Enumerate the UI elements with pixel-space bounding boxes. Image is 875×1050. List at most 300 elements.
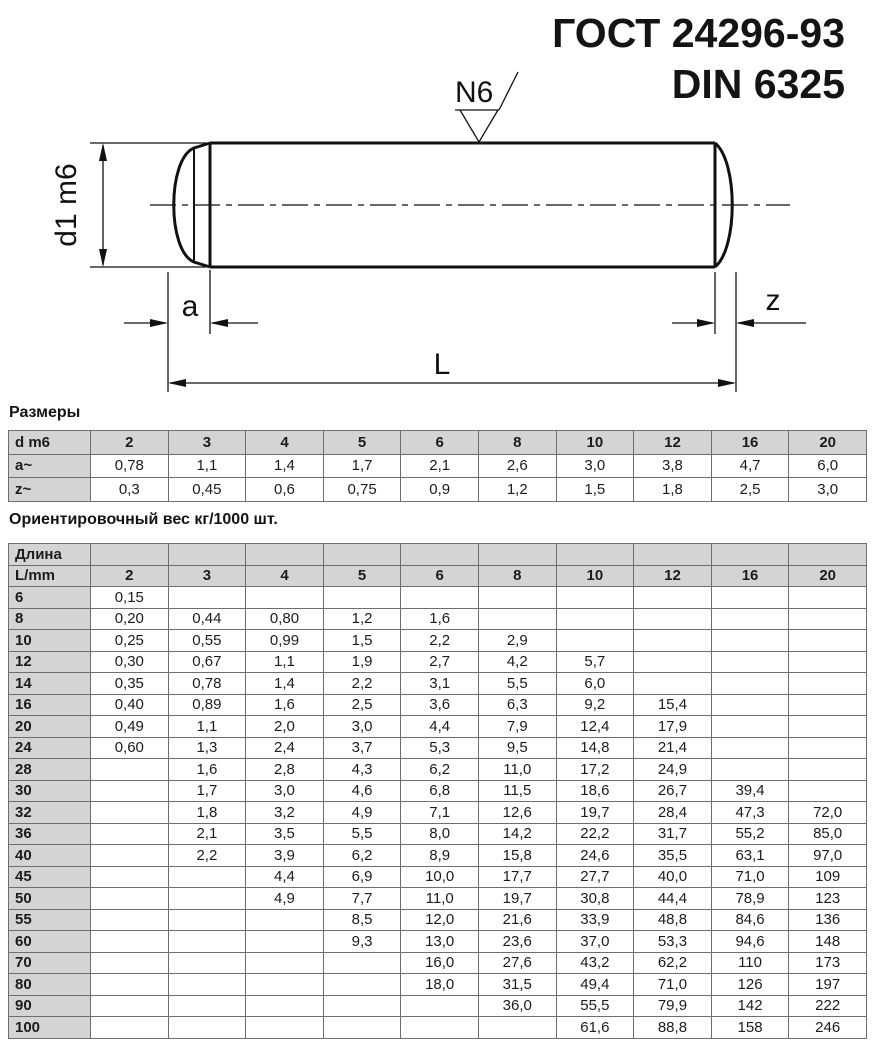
value-cell: 78,9: [711, 888, 789, 910]
value-cell: 44,4: [634, 888, 712, 910]
value-cell: [91, 802, 169, 824]
row-label-cell: 12: [9, 651, 91, 673]
value-cell: 88,8: [634, 1017, 712, 1039]
row-label-cell: Длина: [9, 544, 91, 566]
value-cell: [634, 673, 712, 695]
value-cell: 8,9: [401, 845, 479, 867]
value-cell: 2,2: [323, 673, 401, 695]
value-cell: 3,5: [246, 823, 324, 845]
value-cell: 35,5: [634, 845, 712, 867]
value-cell: 3,0: [246, 780, 324, 802]
value-cell: 19,7: [556, 802, 634, 824]
column-header-cell: 8: [478, 431, 556, 455]
table-header-row: [9, 565, 867, 587]
value-cell: [711, 716, 789, 738]
value-cell: 1,6: [246, 694, 324, 716]
value-cell: 123: [789, 888, 867, 910]
value-cell: 31,5: [478, 974, 556, 996]
value-cell: 19,7: [478, 888, 556, 910]
value-cell: 3,9: [246, 845, 324, 867]
table-row: [9, 454, 867, 478]
value-cell: 0,78: [168, 673, 246, 695]
value-cell: 5,5: [323, 823, 401, 845]
value-cell: 7,1: [401, 802, 479, 824]
value-cell: 48,8: [634, 909, 712, 931]
value-cell: 0,60: [91, 737, 169, 759]
dimensions-table: [8, 430, 867, 502]
value-cell: [556, 608, 634, 630]
value-cell: 1,7: [168, 780, 246, 802]
value-cell: 14,8: [556, 737, 634, 759]
value-cell: 37,0: [556, 931, 634, 953]
value-cell: 0,55: [168, 630, 246, 652]
value-cell: 6,3: [478, 694, 556, 716]
value-cell: 3,0: [789, 478, 867, 502]
value-cell: 72,0: [789, 802, 867, 824]
row-label-cell: a~: [9, 454, 91, 478]
value-cell: 3,1: [401, 673, 479, 695]
value-cell: 10,0: [401, 866, 479, 888]
value-cell: 71,0: [711, 866, 789, 888]
value-cell: 142: [711, 995, 789, 1017]
edge-dimension: [672, 272, 806, 392]
value-cell: 2,4: [246, 737, 324, 759]
value-cell: 12,0: [401, 909, 479, 931]
value-cell: 47,3: [711, 802, 789, 824]
column-header-cell: [91, 544, 169, 566]
value-cell: [711, 737, 789, 759]
value-cell: 9,5: [478, 737, 556, 759]
value-cell: 36,0: [478, 995, 556, 1017]
value-cell: 27,7: [556, 866, 634, 888]
column-header-cell: 2: [91, 431, 169, 455]
column-header-cell: 12: [634, 431, 712, 455]
value-cell: 0,25: [91, 630, 169, 652]
column-header-cell: [789, 544, 867, 566]
value-cell: 1,2: [323, 608, 401, 630]
row-label-cell: 30: [9, 780, 91, 802]
value-cell: 12,6: [478, 802, 556, 824]
value-cell: [634, 630, 712, 652]
value-cell: 6,2: [401, 759, 479, 781]
value-cell: [711, 651, 789, 673]
value-cell: 6,0: [789, 454, 867, 478]
value-cell: 2,6: [478, 454, 556, 478]
value-cell: 7,7: [323, 888, 401, 910]
table-row: [9, 845, 867, 867]
value-cell: 0,78: [91, 454, 169, 478]
value-cell: 1,5: [556, 478, 634, 502]
column-header-cell: 2: [91, 565, 169, 587]
value-cell: 16,0: [401, 952, 479, 974]
value-cell: 2,8: [246, 759, 324, 781]
value-cell: [246, 909, 324, 931]
value-cell: [789, 608, 867, 630]
value-cell: 0,20: [91, 608, 169, 630]
value-cell: 11,5: [478, 780, 556, 802]
value-cell: 23,6: [478, 931, 556, 953]
table-row: [9, 1017, 867, 1039]
value-cell: [634, 651, 712, 673]
value-cell: 2,0: [246, 716, 324, 738]
row-label-cell: 100: [9, 1017, 91, 1039]
value-cell: 63,1: [711, 845, 789, 867]
value-cell: [246, 1017, 324, 1039]
value-cell: [91, 931, 169, 953]
value-cell: 18,0: [401, 974, 479, 996]
row-label-cell: 36: [9, 823, 91, 845]
value-cell: [711, 759, 789, 781]
weights-table: [8, 543, 867, 1039]
column-header-cell: 10: [556, 431, 634, 455]
table-row: [9, 651, 867, 673]
value-cell: 55,5: [556, 995, 634, 1017]
value-cell: 3,8: [634, 454, 712, 478]
value-cell: 109: [789, 866, 867, 888]
value-cell: 246: [789, 1017, 867, 1039]
column-header-cell: [323, 544, 401, 566]
value-cell: 1,1: [246, 651, 324, 673]
value-cell: [168, 888, 246, 910]
value-cell: 1,7: [323, 454, 401, 478]
value-cell: 4,4: [246, 866, 324, 888]
value-cell: 85,0: [789, 823, 867, 845]
value-cell: 148: [789, 931, 867, 953]
value-cell: 9,2: [556, 694, 634, 716]
value-cell: 197: [789, 974, 867, 996]
table-row: [9, 802, 867, 824]
value-cell: 4,3: [323, 759, 401, 781]
value-cell: 136: [789, 909, 867, 931]
table-row: [9, 909, 867, 931]
column-header-cell: [711, 544, 789, 566]
dimensions-section-heading: Размеры: [9, 404, 81, 421]
din-standard-title: DIN 6325: [671, 61, 845, 107]
value-cell: [789, 630, 867, 652]
value-cell: 8,5: [323, 909, 401, 931]
value-cell: 2,9: [478, 630, 556, 652]
value-cell: 6,8: [401, 780, 479, 802]
value-cell: 49,4: [556, 974, 634, 996]
row-label-cell: 28: [9, 759, 91, 781]
value-cell: 94,6: [711, 931, 789, 953]
value-cell: 4,6: [323, 780, 401, 802]
table-header-row: [9, 544, 867, 566]
value-cell: 0,49: [91, 716, 169, 738]
value-cell: 17,9: [634, 716, 712, 738]
column-header-cell: 16: [711, 431, 789, 455]
value-cell: 3,2: [246, 802, 324, 824]
value-cell: [91, 845, 169, 867]
crown-length-dimension-label: a: [181, 290, 199, 323]
value-cell: [634, 587, 712, 609]
value-cell: 28,4: [634, 802, 712, 824]
value-cell: 0,40: [91, 694, 169, 716]
value-cell: 2,5: [711, 478, 789, 502]
value-cell: 33,9: [556, 909, 634, 931]
value-cell: 0,99: [246, 630, 324, 652]
row-label-cell: 90: [9, 995, 91, 1017]
table-row: [9, 608, 867, 630]
value-cell: 3,0: [323, 716, 401, 738]
value-cell: 0,44: [168, 608, 246, 630]
value-cell: [401, 1017, 479, 1039]
value-cell: [478, 608, 556, 630]
value-cell: [789, 673, 867, 695]
value-cell: 97,0: [789, 845, 867, 867]
crown-length-dimension: [124, 270, 258, 392]
value-cell: 18,6: [556, 780, 634, 802]
value-cell: [323, 1017, 401, 1039]
row-label-cell: 20: [9, 716, 91, 738]
table-row: [9, 974, 867, 996]
value-cell: 1,4: [246, 673, 324, 695]
value-cell: [168, 974, 246, 996]
value-cell: [168, 866, 246, 888]
value-cell: 0,35: [91, 673, 169, 695]
value-cell: 4,4: [401, 716, 479, 738]
table-header-row: [9, 431, 867, 455]
value-cell: 30,8: [556, 888, 634, 910]
value-cell: 2,7: [401, 651, 479, 673]
value-cell: [556, 630, 634, 652]
column-header-cell: 10: [556, 565, 634, 587]
row-label-cell: 70: [9, 952, 91, 974]
value-cell: 62,2: [634, 952, 712, 974]
table-row: [9, 630, 867, 652]
value-cell: 1,4: [246, 454, 324, 478]
column-header-cell: [401, 544, 479, 566]
value-cell: 0,6: [246, 478, 324, 502]
value-cell: 0,75: [323, 478, 401, 502]
row-label-cell: 80: [9, 974, 91, 996]
table-row: [9, 823, 867, 845]
value-cell: [91, 759, 169, 781]
value-cell: 43,2: [556, 952, 634, 974]
value-cell: 17,2: [556, 759, 634, 781]
value-cell: 4,7: [711, 454, 789, 478]
value-cell: [91, 866, 169, 888]
table-row: [9, 478, 867, 502]
value-cell: 0,89: [168, 694, 246, 716]
value-cell: [711, 608, 789, 630]
column-header-cell: 16: [711, 565, 789, 587]
value-cell: 24,9: [634, 759, 712, 781]
value-cell: 6,9: [323, 866, 401, 888]
weights-section-heading: Ориентировочный вес кг/1000 шт.: [9, 511, 278, 528]
value-cell: [168, 995, 246, 1017]
value-cell: [556, 587, 634, 609]
value-cell: [168, 931, 246, 953]
value-cell: [168, 909, 246, 931]
length-dimension-label: L: [433, 348, 451, 381]
column-header-cell: 12: [634, 565, 712, 587]
value-cell: 110: [711, 952, 789, 974]
row-label-cell: 6: [9, 587, 91, 609]
value-cell: [91, 1017, 169, 1039]
column-header-cell: 20: [789, 431, 867, 455]
value-cell: 31,7: [634, 823, 712, 845]
table-row: [9, 888, 867, 910]
value-cell: 12,4: [556, 716, 634, 738]
value-cell: [91, 952, 169, 974]
value-cell: [789, 737, 867, 759]
value-cell: 21,6: [478, 909, 556, 931]
value-cell: [789, 651, 867, 673]
value-cell: 11,0: [478, 759, 556, 781]
value-cell: 2,1: [401, 454, 479, 478]
value-cell: 53,3: [634, 931, 712, 953]
value-cell: 0,15: [91, 587, 169, 609]
value-cell: 2,2: [168, 845, 246, 867]
column-header-cell: 6: [401, 565, 479, 587]
value-cell: 1,9: [323, 651, 401, 673]
table-row: [9, 952, 867, 974]
value-cell: 14,2: [478, 823, 556, 845]
value-cell: [789, 780, 867, 802]
value-cell: 0,45: [168, 478, 246, 502]
column-header-cell: [556, 544, 634, 566]
value-cell: 3,6: [401, 694, 479, 716]
value-cell: 5,7: [556, 651, 634, 673]
row-label-cell: d m6: [9, 431, 91, 455]
value-cell: [246, 587, 324, 609]
row-label-cell: 32: [9, 802, 91, 824]
value-cell: 4,9: [246, 888, 324, 910]
value-cell: 13,0: [401, 931, 479, 953]
value-cell: 0,30: [91, 651, 169, 673]
value-cell: [91, 888, 169, 910]
row-label-cell: 40: [9, 845, 91, 867]
value-cell: 79,9: [634, 995, 712, 1017]
value-cell: [246, 931, 324, 953]
column-header-cell: 4: [246, 431, 324, 455]
column-header-cell: 20: [789, 565, 867, 587]
value-cell: 0,3: [91, 478, 169, 502]
column-header-cell: 4: [246, 565, 324, 587]
value-cell: [323, 974, 401, 996]
column-header-cell: [246, 544, 324, 566]
value-cell: 22,2: [556, 823, 634, 845]
value-cell: [91, 995, 169, 1017]
value-cell: 55,2: [711, 823, 789, 845]
value-cell: 1,6: [401, 608, 479, 630]
value-cell: [168, 952, 246, 974]
value-cell: 1,3: [168, 737, 246, 759]
value-cell: 2,2: [401, 630, 479, 652]
diameter-dimension-label: d1 m6: [50, 163, 83, 247]
value-cell: [789, 716, 867, 738]
value-cell: 24,6: [556, 845, 634, 867]
value-cell: [168, 1017, 246, 1039]
value-cell: 40,0: [634, 866, 712, 888]
value-cell: 15,8: [478, 845, 556, 867]
value-cell: 0,9: [401, 478, 479, 502]
value-cell: 17,7: [478, 866, 556, 888]
column-header-cell: 3: [168, 565, 246, 587]
value-cell: 39,4: [711, 780, 789, 802]
row-label-cell: z~: [9, 478, 91, 502]
value-cell: [246, 952, 324, 974]
table-row: [9, 866, 867, 888]
column-header-cell: [168, 544, 246, 566]
value-cell: [711, 694, 789, 716]
value-cell: 11,0: [401, 888, 479, 910]
column-header-cell: [478, 544, 556, 566]
value-cell: 1,1: [168, 454, 246, 478]
value-cell: [401, 587, 479, 609]
value-cell: [789, 587, 867, 609]
value-cell: 8,0: [401, 823, 479, 845]
dowel-pin-technical-drawing: [0, 0, 875, 400]
value-cell: [711, 630, 789, 652]
value-cell: 158: [711, 1017, 789, 1039]
value-cell: 71,0: [634, 974, 712, 996]
value-cell: 1,8: [168, 802, 246, 824]
value-cell: 3,7: [323, 737, 401, 759]
value-cell: [323, 587, 401, 609]
column-header-cell: 8: [478, 565, 556, 587]
row-label-cell: 16: [9, 694, 91, 716]
value-cell: [91, 974, 169, 996]
value-cell: 0,80: [246, 608, 324, 630]
table-row: [9, 780, 867, 802]
row-label-cell: 24: [9, 737, 91, 759]
value-cell: [246, 974, 324, 996]
value-cell: [478, 587, 556, 609]
value-cell: [711, 673, 789, 695]
row-label-cell: 60: [9, 931, 91, 953]
column-header-cell: 5: [323, 565, 401, 587]
value-cell: 27,6: [478, 952, 556, 974]
row-label-cell: 10: [9, 630, 91, 652]
table-row: [9, 759, 867, 781]
value-cell: [323, 952, 401, 974]
value-cell: 6,2: [323, 845, 401, 867]
column-header-cell: [634, 544, 712, 566]
surface-finish-label: N6: [455, 76, 494, 109]
value-cell: 2,1: [168, 823, 246, 845]
value-cell: [478, 1017, 556, 1039]
value-cell: [246, 995, 324, 1017]
value-cell: [91, 780, 169, 802]
value-cell: [91, 823, 169, 845]
value-cell: 26,7: [634, 780, 712, 802]
value-cell: [789, 759, 867, 781]
row-label-cell: L/mm: [9, 565, 91, 587]
value-cell: 61,6: [556, 1017, 634, 1039]
table-row: [9, 694, 867, 716]
table-row: [9, 995, 867, 1017]
value-cell: 1,2: [478, 478, 556, 502]
row-label-cell: 14: [9, 673, 91, 695]
value-cell: [401, 995, 479, 1017]
value-cell: [168, 587, 246, 609]
value-cell: 1,6: [168, 759, 246, 781]
edge-dimension-label: z: [765, 284, 781, 317]
value-cell: 0,67: [168, 651, 246, 673]
table-row: [9, 673, 867, 695]
row-label-cell: 8: [9, 608, 91, 630]
value-cell: 173: [789, 952, 867, 974]
row-label-cell: 55: [9, 909, 91, 931]
value-cell: [91, 909, 169, 931]
value-cell: 1,8: [634, 478, 712, 502]
column-header-cell: 5: [323, 431, 401, 455]
gost-standard-title: ГОСТ 24296-93: [552, 10, 845, 56]
value-cell: 7,9: [478, 716, 556, 738]
row-label-cell: 45: [9, 866, 91, 888]
